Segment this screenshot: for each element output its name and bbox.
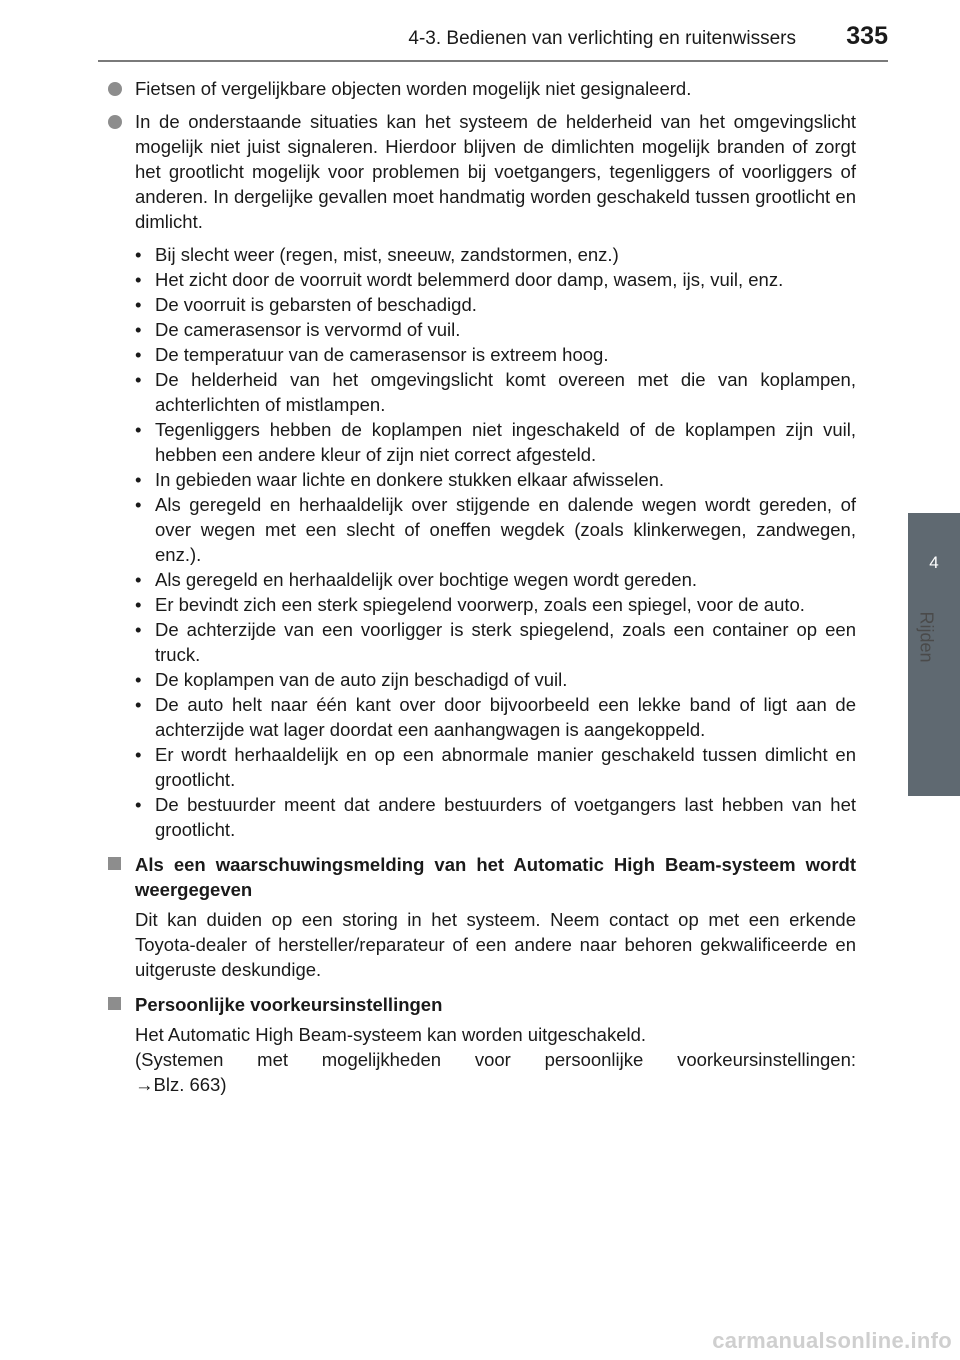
list-item — [135, 467, 856, 492]
page-number: 335 — [846, 22, 888, 50]
section-line: (Systemen met mogelijkheden voor persoonlijke voorkeursinstellingen: — [135, 1049, 856, 1070]
header-divider — [98, 60, 888, 62]
bullet-dot-icon — [108, 115, 122, 129]
list-item — [135, 342, 856, 367]
list-item-text: De helderheid van het omgevingslicht komt overeen met die van koplampen, achterlichten of mistlampen. — [155, 369, 856, 415]
list-marker: • — [135, 344, 142, 365]
section-heading — [108, 852, 856, 902]
list-item-text: Er bevindt zich een sterk spiegelend voorwerp, zoals een spiegel, voor de auto. — [155, 594, 805, 615]
list-marker: • — [135, 744, 142, 765]
list-item-text: De koplampen van de auto zijn beschadigd of vuil. — [155, 669, 568, 690]
chapter-label — [913, 602, 939, 672]
section-body — [108, 1022, 856, 1097]
section-heading-text: Persoonlijke voorkeursinstellingen — [135, 994, 443, 1015]
condition-list — [135, 242, 856, 842]
bullet-text: In de onderstaande situaties kan het systeem de helderheid van het omgevingslicht mogelijk niet juist signaleren. Hierdoor blijven de dimlichten mogelijk branden of zorgt het grootlicht mogelijk voor problemen bij voetgangers, tegenliggers of voorliggers of anderen. In dergelijke gevallen moet handmatig worden geschakeld tussen grootlicht en dimlicht. — [135, 111, 856, 232]
list-item — [135, 617, 856, 667]
section-body: Dit kan duiden op een storing in het systeem. Neem contact op met een erkende Toyota-dealer of hersteller/reparateur of een andere naar behoren gekwalificeerde en uitgeruste deskundige. — [135, 909, 856, 980]
square-bullet-icon — [108, 857, 121, 870]
list-marker: • — [135, 569, 142, 590]
list-marker: • — [135, 244, 142, 265]
list-item-text: De achterzijde van een voorligger is sterk spiegelend, zoals een container op een truck. — [155, 619, 856, 665]
bullet-dot-icon — [108, 82, 122, 96]
list-item — [135, 592, 856, 617]
bullet-item — [108, 109, 856, 234]
watermark: carmanualsonline.info — [712, 1328, 952, 1353]
section-heading — [108, 992, 856, 1017]
list-item-text: Het zicht door de voorruit wordt belemmerd door damp, wasem, ijs, vuil, enz. — [155, 269, 784, 290]
customization-section — [108, 992, 856, 1097]
list-item — [135, 692, 856, 742]
list-marker: • — [135, 794, 142, 815]
list-marker: • — [135, 594, 142, 615]
list-marker: • — [135, 619, 142, 640]
list-marker: • — [135, 694, 142, 715]
list-item-text: In gebieden waar lichte en donkere stukken elkaar afwisselen. — [155, 469, 665, 490]
bullet-text: Fietsen of vergelijkbare objecten worden mogelijk niet gesignaleerd. — [135, 78, 692, 99]
list-item — [135, 417, 856, 467]
bullet-item — [108, 76, 856, 101]
list-marker: • — [135, 669, 142, 690]
list-item — [135, 292, 856, 317]
list-marker: • — [135, 419, 142, 440]
list-marker: • — [135, 319, 142, 340]
warning-section — [108, 852, 856, 982]
list-item — [135, 242, 856, 267]
list-marker: • — [135, 269, 142, 290]
list-item — [135, 492, 856, 567]
list-item — [135, 317, 856, 342]
list-marker: • — [135, 494, 142, 515]
list-item — [135, 742, 856, 792]
list-item-text: Bij slecht weer (regen, mist, sneeuw, zandstormen, enz.) — [155, 244, 619, 265]
page-reference-link[interactable]: →Blz. 663) — [135, 1074, 227, 1095]
list-item-text: Tegenliggers hebben de koplampen niet ingeschakeld of de koplampen zijn vuil, hebben een andere kleur of zijn niet correct afgesteld. — [155, 419, 856, 465]
square-bullet-icon — [108, 997, 121, 1010]
page-header — [98, 0, 888, 62]
list-marker: • — [135, 294, 142, 315]
list-item-text: De temperatuur van de camerasensor is extreem hoog. — [155, 344, 609, 365]
list-item-text: De camerasensor is vervormd of vuil. — [155, 319, 461, 340]
list-marker: • — [135, 469, 142, 490]
list-item-text: Als geregeld en herhaaldelijk over bochtige wegen wordt gereden. — [155, 569, 697, 590]
list-item — [135, 267, 856, 292]
section-title: 4-3. Bedienen van verlichting en ruitenwissers — [408, 28, 796, 49]
chapter-number: 4 — [929, 553, 939, 572]
list-marker: • — [135, 369, 142, 390]
list-item-text: De voorruit is gebarsten of beschadigd. — [155, 294, 477, 315]
list-item-text: Er wordt herhaaldelijk en op een abnormale manier geschakeld tussen dimlicht en grootlicht. — [155, 744, 856, 790]
list-item — [135, 567, 856, 592]
list-item-text: De bestuurder meent dat andere bestuurders of voetgangers last hebben van het grootlicht. — [155, 794, 856, 840]
list-item — [135, 367, 856, 417]
list-item-text: De auto helt naar één kant over door bijvoorbeeld een lekke band of ligt aan de achterzijde wat lager doordat een aanhangwagen is aangekoppeld. — [155, 694, 856, 740]
section-line: Het Automatic High Beam-systeem kan worden uitgeschakeld. — [135, 1024, 647, 1045]
page-content — [108, 76, 856, 1097]
list-item-text: Als geregeld en herhaaldelijk over stijgende en dalende wegen wordt gereden, of over wegen met een slecht of oneffen wegdek (zoals klinkerwegen, zandwegen, enz.). — [155, 494, 856, 565]
list-item — [135, 667, 856, 692]
section-heading-text: Als een waarschuwingsmelding van het Automatic High Beam-systeem wordt weergegeven — [135, 854, 856, 900]
chapter-label-text: Rijden — [916, 611, 937, 663]
list-item — [135, 792, 856, 842]
